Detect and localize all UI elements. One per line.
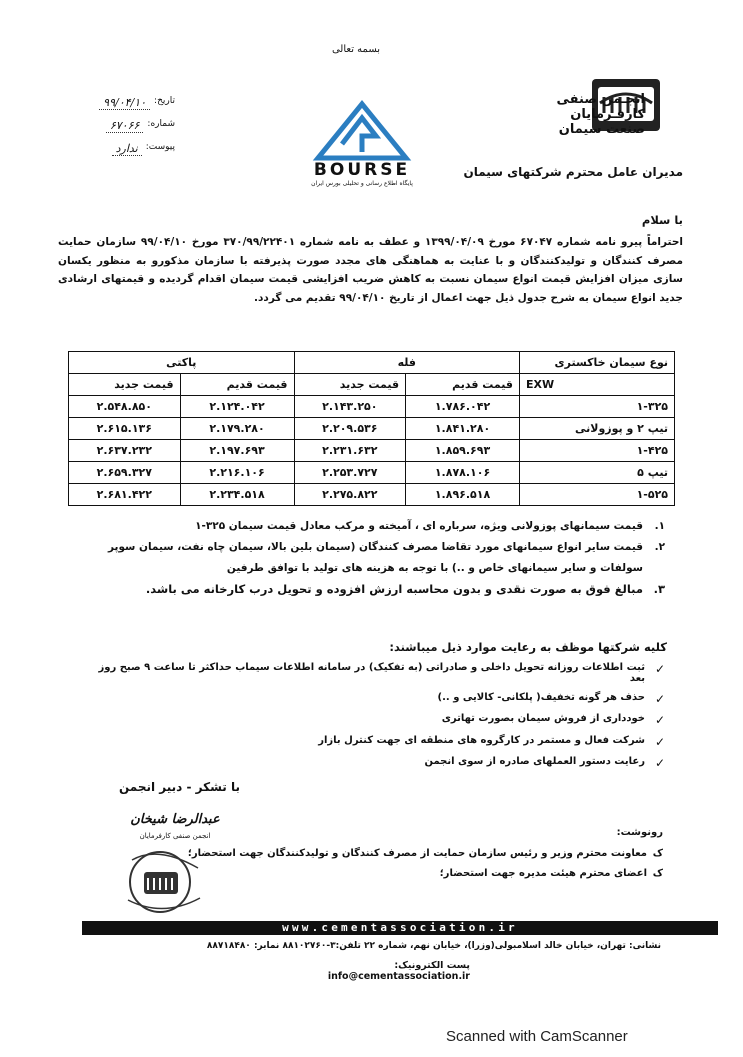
- check-icon: ✓: [654, 756, 665, 770]
- note-text: مبالغ فوق به صورت نقدی و بدون محاسبه ارزش افزوده و تحویل درب کارخانه می باشد.: [145, 582, 643, 596]
- association-name-line-3: صنعت سیمان: [558, 122, 645, 137]
- number-label: شماره:: [147, 119, 175, 129]
- list-item: [62, 579, 665, 600]
- duties-list: [82, 662, 665, 778]
- duty-text: حذف هر گونه تخفیف( پلکانی- کالایی و ..): [437, 691, 645, 703]
- pack-old-price: ۲.۲۱۶.۱۰۶: [180, 462, 294, 484]
- addressee: مدیران عامل محترم شرکتهای سیمان: [463, 165, 683, 179]
- duty-text: شرکت فعال و مستمر در کارگروه های منطقه ای جهت کنترل بازار: [318, 734, 645, 746]
- attachment-value: ندارد: [112, 142, 142, 156]
- pack-old-header: قیمت قدیم: [180, 374, 294, 396]
- number-row: [55, 119, 175, 133]
- list-item: [168, 868, 663, 879]
- attachment-row: [55, 142, 175, 156]
- table-subheader-row: [69, 374, 675, 396]
- table-row: [69, 462, 675, 484]
- cement-type: ۱-۵۲۵: [520, 484, 675, 506]
- duty-text: ثبت اطلاعات روزانه تحویل داخلی و صادراتی (به تفکیک) در سامانه اطلاعات سیماب حداکثر تا ساعت ۹ صبح روز بعد: [98, 662, 645, 684]
- check-icon: ✓: [654, 691, 665, 706]
- table-header-row: [69, 352, 675, 374]
- copy-text: معاونت محترم وزیر و رئیس سازمان حمایت از مصرف کنندگان و تولیدکنندگان جهت استحضار؛: [187, 848, 647, 859]
- list-item: [82, 756, 665, 770]
- bulk-new-price: ۲.۲۳۱.۶۳۲: [294, 440, 406, 462]
- duty-text: رعایت دستور العملهای صادره از سوی انجمن: [424, 756, 645, 767]
- cement-type: تیپ ۵: [520, 462, 675, 484]
- table-row: [69, 484, 675, 506]
- list-item: [82, 713, 665, 727]
- table-row: [69, 418, 675, 440]
- pack-new-price: ۲.۶۵۹.۳۲۷: [69, 462, 181, 484]
- pack-new-price: ۲.۶۸۱.۴۲۲: [69, 484, 181, 506]
- list-item: [82, 735, 665, 749]
- pack-new-price: ۲.۵۴۸.۸۵۰: [69, 396, 181, 418]
- bulk-old-header: قیمت قدیم: [406, 374, 520, 396]
- table-row: [69, 440, 675, 462]
- cement-type: ۱-۳۲۵: [520, 396, 675, 418]
- bulk-header: فله: [294, 352, 519, 374]
- price-table: [68, 351, 675, 506]
- note-text: قیمت سایر انواع سیمانهای مورد تقاضا مصرف کنندگان (سیمان بلین بالا، سیمان چاه نفت، سیمان سوپر سولفات و سایر سیمانهای خاص و ..) با توجه به هزینه های تولید با توافق طرفین: [107, 541, 643, 574]
- pack-new-price: ۲.۶۱۵.۱۳۶: [69, 418, 181, 440]
- check-icon: ✓: [654, 713, 665, 727]
- pack-new-price: ۲.۶۳۷.۲۳۲: [69, 440, 181, 462]
- greeting: با سلام: [641, 213, 683, 227]
- signature-name: عبدالرضا شیخان: [130, 812, 220, 827]
- bourse-subtitle: پایگاه اطلاع رسانی و تحلیلی بورس ایران: [311, 180, 413, 187]
- copy-text: اعضای محترم هیئت مدیره جهت استحضار؛: [439, 868, 647, 879]
- exw-label: EXW: [520, 374, 675, 396]
- bulk-new-price: ۲.۲۷۵.۸۲۲: [294, 484, 406, 506]
- packaged-header: پاکتی: [69, 352, 295, 374]
- cement-type: ۱-۴۲۵: [520, 440, 675, 462]
- bulk-old-price: ۱.۸۹۶.۵۱۸: [406, 484, 520, 506]
- list-item: [168, 848, 663, 859]
- note-text: قیمت سیمانهای پوزولانی ویژه، سرباره ای ، آمیخته و مرکب معادل قیمت سیمان ۳۲۵-۱: [195, 520, 643, 532]
- copies-list: [168, 848, 663, 888]
- note-number: ۲.: [654, 541, 665, 553]
- date-value: ۹۹/۰۴/۱۰: [99, 96, 150, 110]
- date-row: [55, 96, 175, 110]
- signature-thanks: با تشکر - دبیر انجمن: [118, 780, 240, 794]
- association-name-line-1: انجـمن صنفی: [556, 92, 645, 107]
- footer-email: پست الکترونیک: info@cementassociation.ir: [327, 960, 470, 982]
- type-header: نوع سیمان خاکستری: [520, 352, 675, 374]
- number-value: ۶۷۰۶۶: [106, 119, 144, 133]
- cement-type: تیپ ۲ و پوزولانی: [520, 418, 675, 440]
- copy-mark: ک: [652, 848, 663, 859]
- duty-text: خودداری از فروش سیمان بصورت تهاتری: [441, 713, 645, 724]
- basmala: بسمه تعالی: [331, 44, 381, 55]
- association-name: [535, 92, 645, 137]
- pack-old-price: ۲.۲۳۴.۵۱۸: [180, 484, 294, 506]
- notes-list: [62, 516, 665, 600]
- bulk-new-price: ۲.۱۴۳.۲۵۰: [294, 396, 406, 418]
- pack-old-price: ۲.۱۷۹.۲۸۰: [180, 418, 294, 440]
- bulk-new-header: قیمت جدید: [294, 374, 406, 396]
- association-name-line-2: کارفـرمایان: [570, 107, 645, 122]
- bulk-old-price: ۱.۸۴۱.۲۸۰: [406, 418, 520, 440]
- list-item: [62, 537, 665, 579]
- pack-new-header: قیمت جدید: [69, 374, 181, 396]
- scanner-watermark: Scanned with CamScanner: [446, 1028, 628, 1045]
- list-item: [62, 516, 665, 537]
- footer-address: نشانی: تهران، خیابان خالد اسلامبولی(وزرا)، خیابان نهم، شماره ۲۲ تلفن:۳-۸۸۱۰۲۷۶۰ نمابر: ۸۸۷۱۸۴۸۰: [206, 941, 661, 951]
- check-icon: ✓: [654, 662, 665, 676]
- copy-mark: ک: [652, 868, 663, 879]
- bulk-new-price: ۲.۲۰۹.۵۳۶: [294, 418, 406, 440]
- list-item: [82, 662, 665, 684]
- pack-old-price: ۲.۱۹۷.۶۹۳: [180, 440, 294, 462]
- note-number: ۳.: [653, 582, 665, 596]
- check-icon: ✓: [654, 734, 665, 749]
- signature-title: انجمن صنفی کارفرمایان: [139, 832, 211, 840]
- bulk-old-price: ۱.۸۵۹.۶۹۳: [406, 440, 520, 462]
- note-number: ۱.: [654, 520, 665, 532]
- pack-old-price: ۲.۱۲۴.۰۴۲: [180, 396, 294, 418]
- table-row: [69, 396, 675, 418]
- date-label: تاریخ:: [154, 96, 175, 106]
- bulk-old-price: ۱.۸۷۸.۱۰۶: [406, 462, 520, 484]
- website-bar: www.cementassociation.ir: [82, 921, 718, 935]
- bulk-new-price: ۲.۲۵۳.۷۲۷: [294, 462, 406, 484]
- list-item: [82, 692, 665, 706]
- duties-title: کلیه شرکتها موظف به رعایت موارد ذیل میباشند:: [389, 640, 667, 654]
- attachment-label: پیوست:: [145, 142, 175, 152]
- copies-title: رونوشت:: [616, 827, 663, 838]
- letter-body: احتراماً پیرو نامه شماره ۶۷۰۴۷ مورخ ۱۳۹۹/۰۴/۰۹ و عطف به نامه شماره ۳۷۰/۹۹/۲۲۴۰۱ مورخ ۹۹/۰۴/۱۰ سازمان حمایت مصرف کنندگان و تولیدکنندگان و با عنایت به هماهنگی های مجدد صورت پذیرفته با سازمان مذکورو به منظور یکسان سازی میزان افزایش قیمت انواع سیمان نسبت به کاهش ضریب افزایشی قیمت سیمان اقدام گردیده و قیمتهای ارشادی جدید انواع سیمان به شرح جدول ذیل جهت اعمال از تاریخ ۹۹/۰۴/۱۰ تقدیم می گردد.: [58, 236, 684, 304]
- bulk-old-price: ۱.۷۸۶.۰۴۲: [406, 396, 520, 418]
- bourse-wordmark: BOURSE: [313, 160, 411, 180]
